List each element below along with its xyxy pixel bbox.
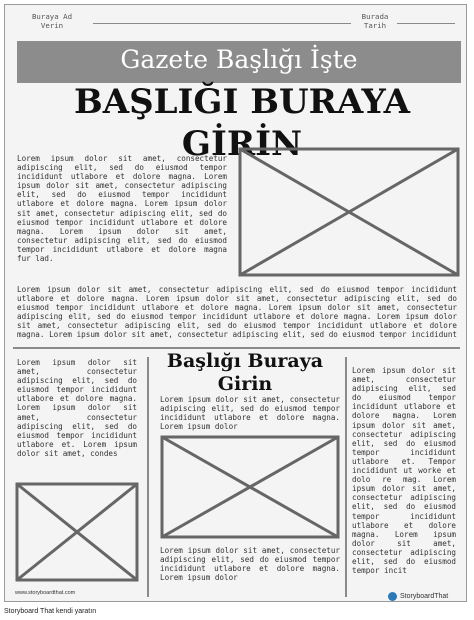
date-label: Burada Tarih xyxy=(361,12,389,30)
center-top-text: Lorem ipsum dolor sit amet, consectetur adipiscing elit, sed do eiusmod tempor incididunt utlabore et dolore magna. Lorem ipsum dolor xyxy=(160,395,340,432)
newspaper-title: Gazete Başlığı İşte xyxy=(120,45,358,74)
left-column-text: Lorem ipsum dolor sit amet, consectetur adipiscing elit, sed do eiusmod tempor incididunt utlabore et dolore magna. Lorem ipsum dolor sit amet, consectetur adipiscing elit, sed do eiusmod tempor incididunt utlabore et. Lorem ipsum dolor sit amet, condes xyxy=(17,358,137,458)
storyboardthat-logo-icon xyxy=(388,590,456,602)
newspaper-title-banner xyxy=(17,41,461,83)
logo-mark-icon xyxy=(388,592,397,601)
name-label: Buraya Ad Verin xyxy=(31,12,73,30)
article-1-left-text: Lorem ipsum dolor sit amet, consectetur adipiscing elit, sed do eiusmod tempor incididunt utlabore et dolore magna. Lorem ipsum dolor sit amet, consectetur adipiscing elit, sed do eiusmod tempor incididunt utlabore et dolore magna. Lorem ipsum dolor sit amet, consectetur adipiscing elit, sed do eiusmod tempor incididunt utlabore et dolore magna. Lorem ipsum dolor sit amet, consectetur adipiscing elit, sed do eiusmod tempor incididunt utlabore et dolore magna fur lad. xyxy=(17,154,227,264)
main-headline: BAŞLIĞI BURAYA GİRİN xyxy=(73,82,411,164)
image-placeholder-icon xyxy=(238,147,460,277)
image-placeholder-icon xyxy=(15,482,139,582)
footer-bar xyxy=(4,604,470,620)
right-column-text: Lorem ipsum dolor sit amet, consectetur adipiscing elit, sed do eiusmod tempor incididunt utlabore et dolore magna. Lorem ipsum dolor sit amet, consectetur adipiscing elit, sed do eiusmod tempor incididunt utlabore et. Tempor incididunt ut worke et dolo re mag. Lorem ipsum dolor sit amet, consectetur adipiscing elit, sed do eiusmod tempor incididunt utlabore et dolore magna. Lorem ipsum dolor sit amet, consectetur adipiscing elit, sed do eiusmod tempor incit xyxy=(352,366,456,576)
section-divider xyxy=(13,347,460,349)
column-rule-left xyxy=(147,357,149,597)
image-placeholder-icon xyxy=(160,435,340,539)
article-1-wide-text: Lorem ipsum dolor sit amet, consectetur adipiscing elit, sed do eiusmod tempor incididunt utlabore et dolore magna. Lorem ipsum dolor sit amet, consectetur adipiscing elit, sed do eiusmod tempor incididunt utlabore et dolore magna. Lorem ipsum dolor sit amet, consectetur adipiscing elit, sed do eiusmod tempor incididunt utlabore et dolore magna. Lorem ipsum dolor sit amet, consectetur adipiscing elit, sed do eiusmod tempor incididunt utlabore et dolore magna. Lorem ipsum dolor sit amet, consectetur adipiscing elit, sed do eiusmod tempor incididunt xyxy=(17,285,457,340)
page-url: www.storyboardthat.com xyxy=(15,590,76,596)
create-your-own-link[interactable]: Storyboard That kendi yaratın xyxy=(4,608,97,615)
newspaper-page xyxy=(4,4,467,602)
logo-text: StoryboardThat xyxy=(400,592,449,600)
center-bottom-text: Lorem ipsum dolor sit amet, consectetur adipiscing elit, sed do eiusmod tempor incididunt utlabore et dolore magna. Lorem ipsum dolor xyxy=(160,546,340,583)
header-name-rule xyxy=(93,23,351,24)
header-date-rule xyxy=(397,23,455,24)
center-headline: Başlığı Buraya Girin xyxy=(166,350,324,395)
column-rule-right xyxy=(345,357,347,597)
